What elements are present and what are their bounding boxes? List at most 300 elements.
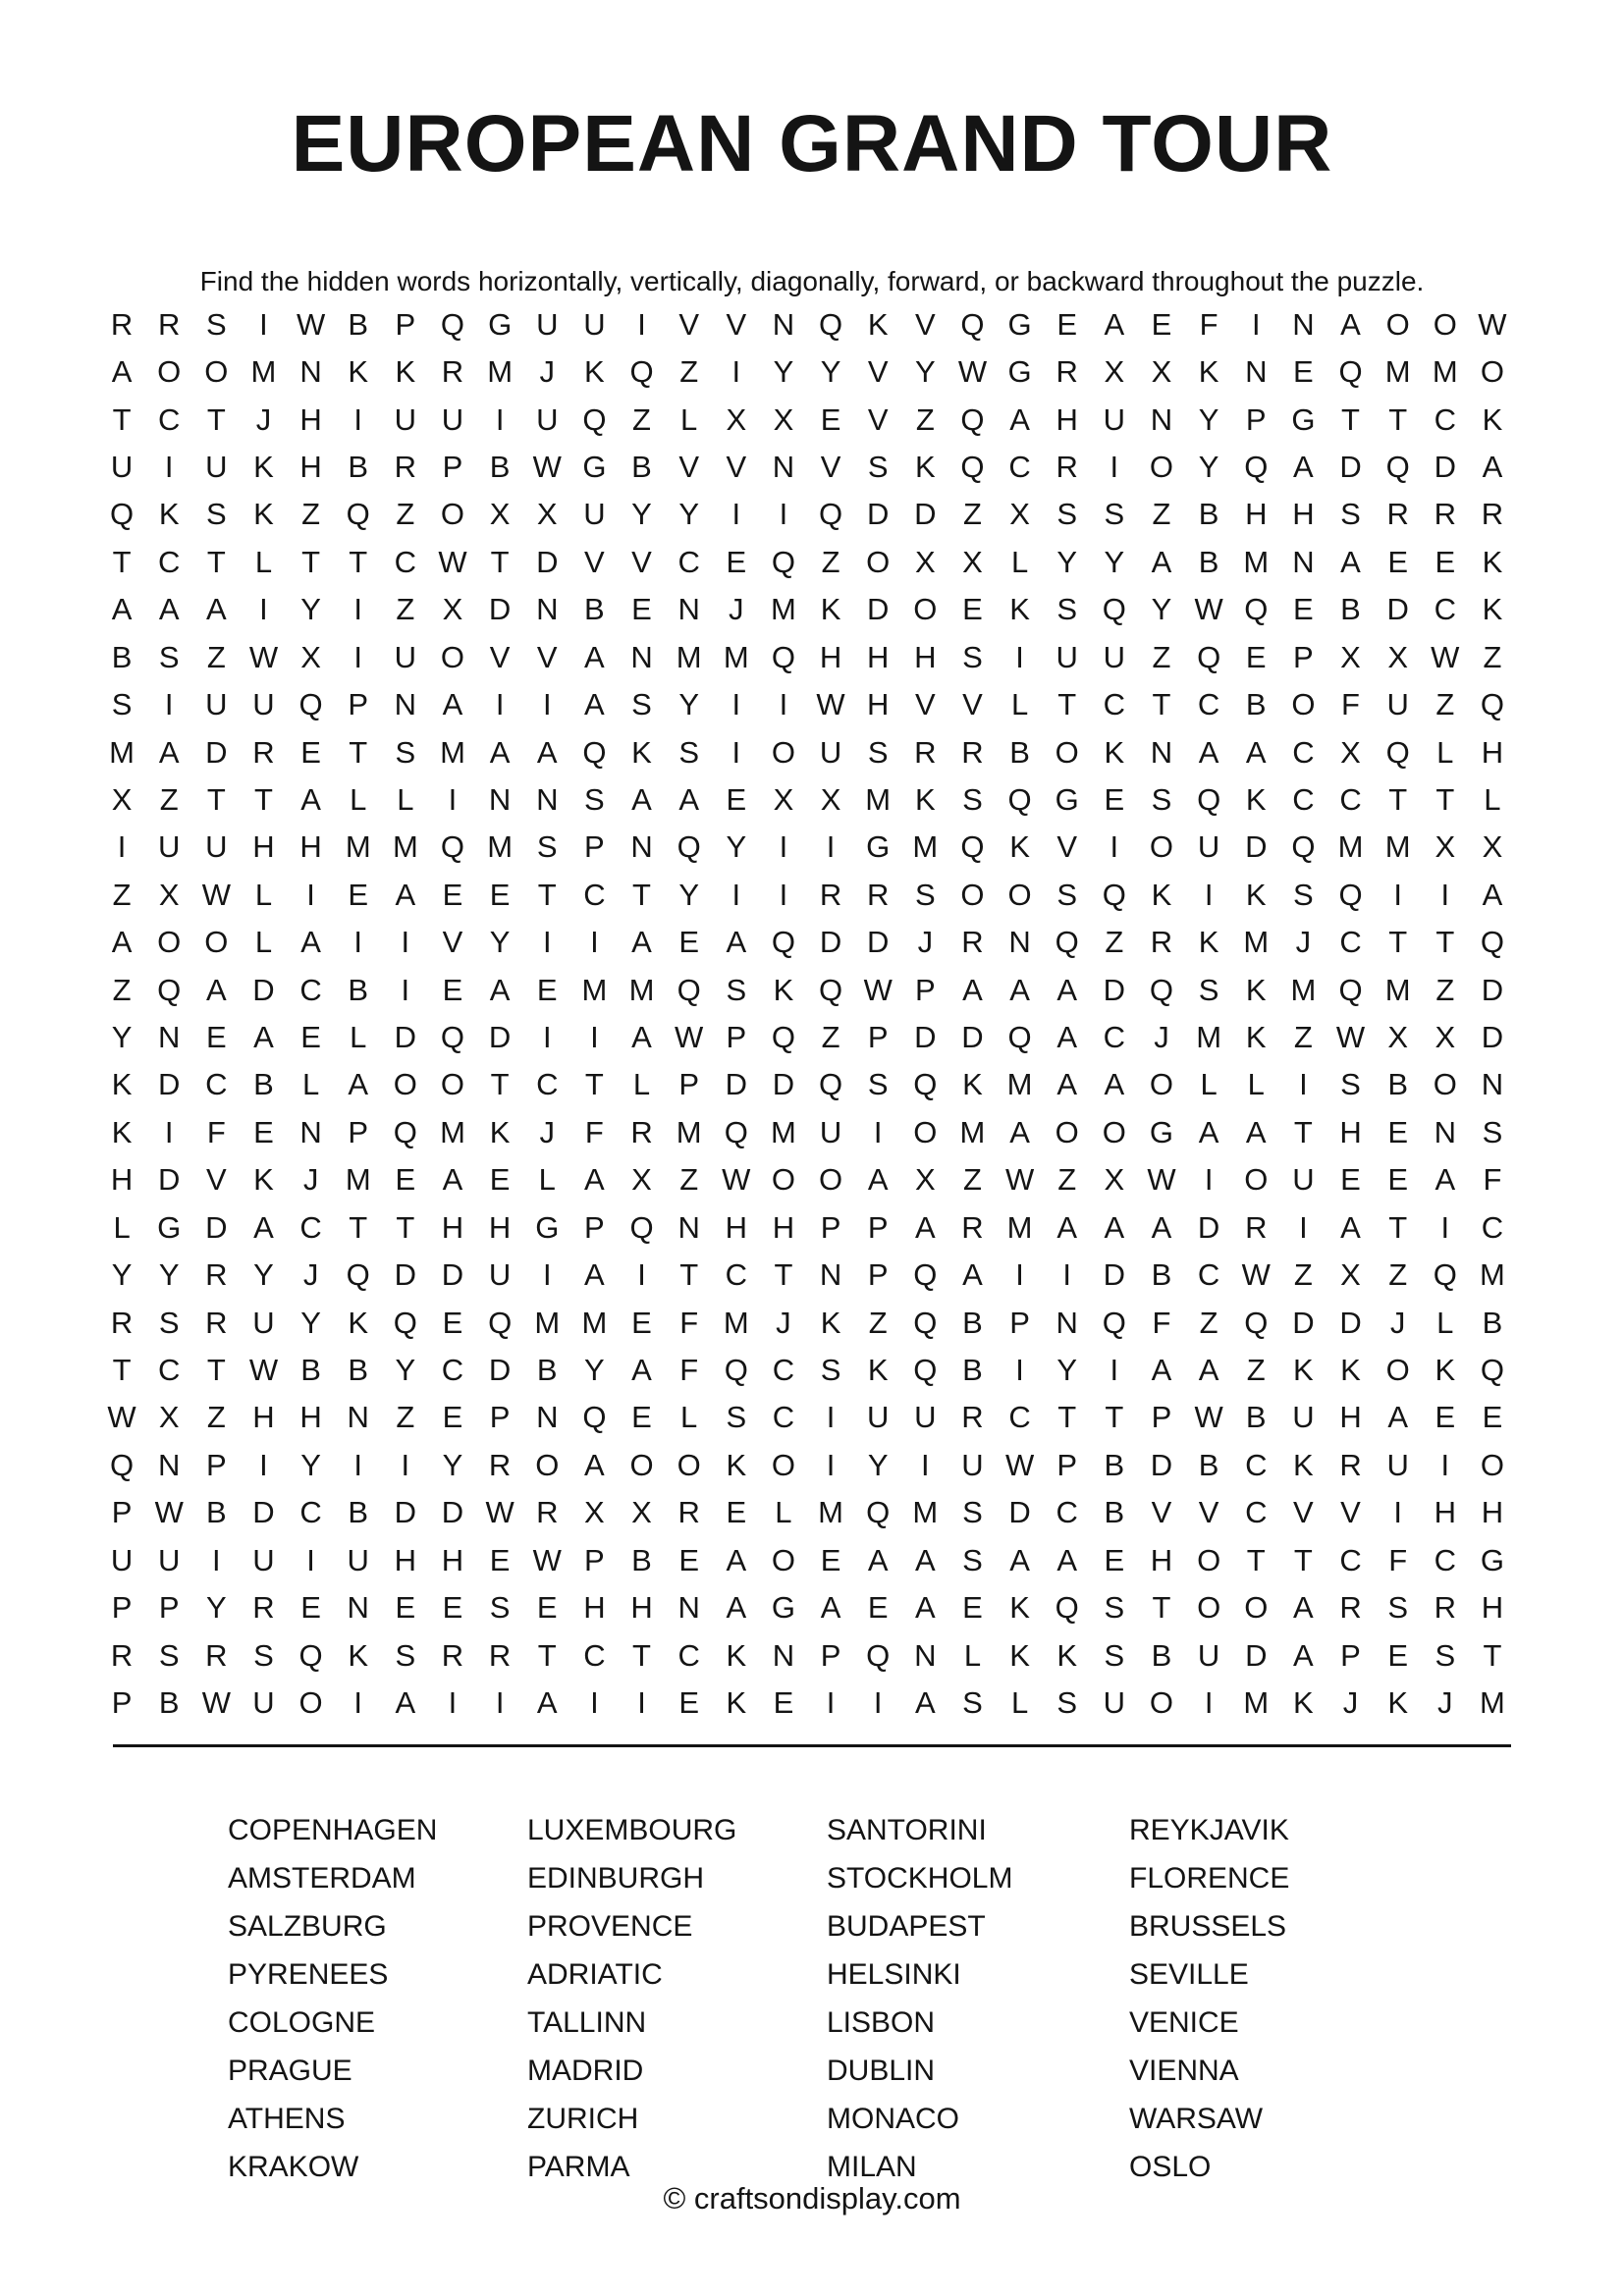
grid-cell-r15-c12: M [628,972,655,1007]
grid-cell-r1-c15: N [772,306,795,342]
grid-cell-r21-c28: Z [1388,1257,1408,1293]
grid-cell-r8-c27: X [1340,639,1361,674]
grid-cell-r28-c29: R [1434,1590,1456,1626]
grid-cell-r14-c1: A [111,925,133,960]
grid-cell-r9-c7: N [394,687,417,722]
grid-cell-r2-c1: A [111,354,133,390]
grid-cell-r2-c29: M [1432,354,1458,390]
grid-cell-r22-c26: D [1292,1305,1315,1340]
grid-cell-r17-c24: L [1200,1067,1218,1102]
grid-cell-r15-c20: A [1009,972,1030,1007]
grid-cell-r1-c17: K [867,306,889,342]
grid-cell-r23-c2: C [158,1352,181,1387]
grid-cell-r9-c10: I [542,687,552,722]
grid-cell-r28-c8: E [442,1590,463,1626]
grid-cell-r5-c8: O [440,497,465,532]
grid-cell-r28-c4: R [252,1590,275,1626]
grid-cell-r13-c27: Q [1338,877,1363,912]
grid-cell-r4-c27: D [1339,449,1362,484]
grid-cell-r7-c29: C [1434,592,1456,627]
grid-cell-r16-c16: Z [821,1020,840,1055]
grid-cell-r21-c2: Y [158,1257,180,1293]
grid-cell-r25-c11: A [584,1447,605,1482]
grid-cell-r8-c21: U [1056,639,1078,674]
grid-cell-r20-c4: A [253,1209,274,1245]
grid-cell-r26-c27: V [1340,1495,1361,1530]
grid-cell-r27-c14: A [726,1542,747,1577]
grid-cell-r9-c9: I [495,687,505,722]
grid-cell-r16-c17: P [867,1020,889,1055]
grid-cell-r15-c30: D [1481,972,1504,1007]
grid-cell-r3-c21: H [1056,401,1078,437]
grid-cell-r6-c30: K [1482,544,1503,579]
grid-cell-r1-c26: N [1292,306,1315,342]
grid-cell-r1-c24: F [1199,306,1218,342]
grid-cell-r18-c7: Q [393,1114,417,1149]
grid-cell-r18-c24: A [1198,1114,1219,1149]
word-list [228,1806,1289,2191]
grid-cell-r19-c24: I [1204,1162,1214,1198]
grid-cell-r26-c21: C [1056,1495,1078,1530]
grid-cell-r15-c16: Q [819,972,843,1007]
grid-cell-r19-c16: O [819,1162,843,1198]
grid-cell-r29-c21: K [1056,1637,1078,1673]
grid-cell-r23-c5: B [300,1352,321,1387]
grid-cell-r7-c30: K [1482,592,1503,627]
grid-cell-r14-c20: N [1008,925,1031,960]
grid-cell-r19-c7: E [395,1162,416,1198]
grid-cell-r26-c20: D [1008,1495,1031,1530]
grid-cell-r8-c2: S [158,639,180,674]
grid-cell-r10-c21: O [1055,734,1079,770]
grid-cell-r9-c26: O [1291,687,1316,722]
grid-cell-r25-c22: B [1104,1447,1125,1482]
grid-cell-r19-c1: H [110,1162,134,1198]
grid-cell-r23-c3: T [206,1352,226,1387]
grid-cell-r17-c25: L [1247,1067,1265,1102]
grid-cell-r13-c17: R [867,877,890,912]
grid-cell-r30-c7: A [395,1684,416,1720]
grid-cell-r15-c14: S [726,972,747,1007]
grid-cell-r10-c13: S [678,734,699,770]
grid-cell-r5-c18: D [914,497,937,532]
grid-cell-r23-c27: K [1340,1352,1361,1387]
grid-cell-r30-c12: I [637,1684,646,1720]
grid-cell-r12-c15: I [779,829,788,865]
grid-cell-r4-c26: A [1293,449,1314,484]
grid-cell-r25-c26: K [1293,1447,1314,1482]
grid-cell-r30-c25: M [1243,1684,1270,1720]
grid-cell-r10-c23: N [1150,734,1173,770]
grid-cell-r20-c10: G [535,1209,560,1245]
grid-cell-r25-c15: O [771,1447,795,1482]
grid-cell-r29-c14: K [726,1637,747,1673]
grid-cell-r30-c9: I [495,1684,505,1720]
grid-cell-r5-c12: Y [631,497,652,532]
grid-cell-r13-c30: A [1482,877,1503,912]
grid-cell-r25-c13: O [677,1447,701,1482]
grid-cell-r3-c15: X [773,401,794,437]
grid-cell-r20-c30: C [1481,1209,1504,1245]
grid-cell-r10-c14: I [731,734,741,770]
grid-cell-r30-c1: P [111,1684,133,1720]
grid-cell-r5-c16: Q [819,497,843,532]
word-item: STOCKHOLM [827,1862,1013,1895]
grid-cell-r21-c15: T [774,1257,793,1293]
grid-cell-r5-c3: S [205,497,227,532]
grid-cell-r22-c24: Z [1199,1305,1218,1340]
grid-cell-r18-c11: F [584,1114,604,1149]
grid-cell-r12-c18: M [912,829,939,865]
grid-cell-r11-c30: L [1484,781,1501,817]
grid-cell-r17-c7: O [393,1067,417,1102]
grid-cell-r14-c19: R [961,925,984,960]
grid-cell-r9-c22: C [1103,687,1126,722]
grid-cell-r4-c22: I [1110,449,1119,484]
word-item: BUDAPEST [827,1910,986,1943]
grid-cell-r27-c28: F [1388,1542,1408,1577]
grid-cell-r18-c6: P [348,1114,369,1149]
grid-cell-r29-c28: E [1387,1637,1408,1673]
grid-cell-r27-c4: U [252,1542,275,1577]
grid-cell-r21-c26: Z [1293,1257,1313,1293]
grid-cell-r27-c16: E [820,1542,841,1577]
grid-cell-r27-c22: E [1104,1542,1125,1577]
grid-cell-r14-c25: M [1243,925,1270,960]
grid-cell-r7-c4: I [259,592,268,627]
grid-cell-r9-c16: W [816,687,845,722]
grid-cell-r4-c8: P [442,449,463,484]
grid-cell-r9-c20: L [1010,687,1029,722]
grid-cell-r27-c30: G [1480,1542,1504,1577]
grid-cell-r16-c22: C [1103,1020,1126,1055]
grid-cell-r7-c2: A [158,592,180,627]
grid-cell-r7-c17: D [867,592,890,627]
word-item: PARMA [527,2151,630,2183]
grid-cell-r6-c8: W [438,544,467,579]
grid-cell-r28-c11: H [583,1590,606,1626]
grid-cell-r13-c29: I [1440,877,1450,912]
grid-cell-r27-c7: H [394,1542,417,1577]
grid-cell-r29-c29: S [1435,1637,1456,1673]
grid-cell-r7-c22: Q [1102,592,1126,627]
grid-cell-r8-c12: N [630,639,653,674]
grid-cell-r16-c23: J [1154,1020,1169,1055]
grid-cell-r11-c26: C [1292,781,1315,817]
grid-cell-r3-c20: A [1009,401,1030,437]
grid-cell-r11-c6: L [350,781,367,817]
grid-cell-r29-c11: C [583,1637,606,1673]
grid-cell-r15-c18: P [914,972,936,1007]
grid-cell-r17-c15: D [772,1067,795,1102]
grid-cell-r1-c8: Q [440,306,465,342]
grid-cell-r2-c11: K [584,354,605,390]
grid-cell-r7-c13: N [677,592,700,627]
grid-cell-r8-c28: X [1387,639,1408,674]
grid-cell-r11-c24: Q [1197,781,1221,817]
grid-cell-r17-c8: O [440,1067,465,1102]
grid-cell-r30-c16: I [826,1684,836,1720]
word-item: TALLINN [527,2006,647,2039]
grid-cell-r2-c2: O [157,354,182,390]
grid-cell-r4-c28: Q [1385,449,1410,484]
grid-cell-r13-c20: O [1007,877,1032,912]
grid-cell-r16-c4: A [253,1020,274,1055]
grid-cell-r20-c9: H [488,1209,512,1245]
grid-cell-r18-c25: A [1245,1114,1267,1149]
grid-cell-r19-c8: A [442,1162,463,1198]
grid-cell-r30-c20: L [1010,1684,1029,1720]
grid-cell-r12-c29: X [1435,829,1456,865]
grid-cell-r25-c24: B [1198,1447,1219,1482]
grid-cell-r30-c21: S [1056,1684,1078,1720]
grid-cell-r23-c23: A [1151,1352,1172,1387]
grid-cell-r4-c14: V [726,449,747,484]
grid-cell-r2-c18: Y [914,354,936,390]
grid-cell-r15-c11: M [581,972,608,1007]
word-item: EDINBURGH [527,1862,705,1895]
grid-cell-r18-c23: G [1149,1114,1174,1149]
grid-cell-r9-c29: Z [1435,687,1455,722]
grid-cell-r12-c11: P [584,829,605,865]
grid-cell-r12-c23: O [1149,829,1174,865]
grid-cell-r12-c25: D [1245,829,1268,865]
grid-cell-r17-c6: A [348,1067,369,1102]
grid-cell-r21-c25: W [1241,1257,1271,1293]
grid-cell-r22-c15: J [776,1305,791,1340]
grid-cell-r23-c1: T [112,1352,132,1387]
grid-cell-r3-c18: Z [915,401,935,437]
grid-cell-r17-c11: T [584,1067,604,1102]
grid-cell-r3-c10: U [536,401,559,437]
grid-cell-r4-c6: B [348,449,369,484]
grid-cell-r27-c26: T [1293,1542,1313,1577]
grid-cell-r13-c7: A [395,877,416,912]
grid-cell-r1-c13: V [678,306,699,342]
grid-cell-r5-c26: H [1292,497,1315,532]
grid-cell-r26-c13: R [677,1495,700,1530]
grid-cell-r18-c3: F [206,1114,226,1149]
grid-cell-r16-c11: I [590,1020,599,1055]
grid-cell-r8-c4: W [248,639,279,674]
grid-cell-r14-c27: C [1339,925,1362,960]
grid-cell-r30-c18: A [914,1684,936,1720]
grid-cell-r28-c14: A [726,1590,747,1626]
grid-cell-r30-c6: I [353,1684,363,1720]
grid-cell-r15-c6: B [348,972,369,1007]
grid-cell-r5-c17: D [867,497,890,532]
grid-cell-r1-c5: W [296,306,326,342]
grid-cell-r6-c16: Z [821,544,840,579]
grid-cell-r3-c25: P [1245,401,1267,437]
grid-cell-r8-c10: V [536,639,558,674]
instruction-text: Find the hidden words horizontally, vertically, diagonally, forward, or backward throughout the puzzle. [199,266,1425,296]
grid-cell-r28-c24: O [1197,1590,1221,1626]
grid-cell-r15-c17: W [863,972,893,1007]
grid-cell-r28-c27: R [1339,1590,1362,1626]
grid-cell-r16-c25: K [1245,1020,1267,1055]
grid-cell-r13-c5: I [306,877,315,912]
grid-cell-r12-c17: G [866,829,891,865]
grid-cell-r12-c3: U [205,829,228,865]
grid-cell-r26-c25: C [1245,1495,1268,1530]
grid-cell-r19-c6: M [345,1162,371,1198]
grid-cell-r23-c6: B [348,1352,369,1387]
grid-cell-r3-c17: V [867,401,889,437]
grid-cell-r3-c14: X [726,401,747,437]
grid-cell-r18-c17: I [873,1114,883,1149]
grid-cell-r1-c19: Q [960,306,985,342]
grid-cell-r6-c13: C [677,544,700,579]
grid-cell-r3-c9: I [495,401,505,437]
grid-cell-r28-c17: E [867,1590,889,1626]
grid-cell-r16-c20: Q [1007,1020,1032,1055]
grid-cell-r10-c25: A [1245,734,1267,770]
grid-cell-r4-c25: Q [1244,449,1269,484]
grid-cell-r30-c19: S [962,1684,983,1720]
grid-cell-r25-c9: R [488,1447,512,1482]
grid-cell-r13-c23: K [1151,877,1172,912]
grid-cell-r15-c7: I [401,972,410,1007]
grid-cell-r4-c7: R [394,449,417,484]
grid-cell-r26-c2: W [154,1495,184,1530]
grid-cell-r21-c13: T [679,1257,699,1293]
grid-cell-r11-c16: X [820,781,841,817]
grid-cell-r3-c11: Q [582,401,607,437]
grid-cell-r23-c25: Z [1246,1352,1266,1387]
grid-cell-r12-c28: M [1384,829,1411,865]
grid-cell-r17-c9: T [490,1067,510,1102]
grid-cell-r15-c4: D [252,972,275,1007]
grid-cell-r22-c8: E [442,1305,463,1340]
grid-cell-r16-c14: P [726,1020,747,1055]
grid-cell-r21-c10: I [542,1257,552,1293]
grid-cell-r25-c2: N [158,1447,181,1482]
grid-cell-r1-c12: I [637,306,646,342]
grid-cell-r17-c10: C [536,1067,559,1102]
grid-cell-r20-c24: D [1197,1209,1220,1245]
word-list-column-1 [228,1806,527,2191]
grid-cell-r17-c12: L [632,1067,651,1102]
grid-cell-r12-c24: U [1197,829,1220,865]
grid-cell-r11-c4: T [253,781,273,817]
grid-cell-r20-c17: P [867,1209,889,1245]
grid-cell-r24-c15: C [772,1400,795,1435]
grid-cell-r14-c13: E [678,925,699,960]
grid-cell-r15-c27: Q [1338,972,1363,1007]
grid-cell-r14-c26: J [1295,925,1312,960]
grid-cell-r10-c2: A [158,734,180,770]
grid-cell-r2-c5: N [299,354,322,390]
grid-cell-r3-c23: N [1150,401,1173,437]
grid-cell-r14-c9: Y [489,925,511,960]
grid-cell-r9-c11: A [584,687,605,722]
grid-cell-r23-c17: K [867,1352,889,1387]
grid-cell-r10-c5: E [300,734,321,770]
word-item: FLORENCE [1129,1862,1290,1895]
grid-cell-r10-c9: A [489,734,511,770]
grid-cell-r22-c30: B [1482,1305,1503,1340]
grid-cell-r22-c11: M [581,1305,608,1340]
grid-cell-r1-c25: I [1251,306,1261,342]
grid-cell-r15-c23: Q [1149,972,1174,1007]
grid-cell-r27-c3: I [212,1542,221,1577]
grid-cell-r5-c10: X [536,497,558,532]
grid-cell-r15-c29: Z [1435,972,1455,1007]
grid-cell-r27-c29: C [1434,1542,1456,1577]
grid-cell-r26-c11: X [584,1495,605,1530]
grid-cell-r14-c7: I [401,925,410,960]
grid-cell-r24-c16: I [826,1400,836,1435]
grid-cell-r20-c14: H [725,1209,747,1245]
word-item: VIENNA [1129,2055,1239,2087]
grid-cell-r22-c16: K [820,1305,841,1340]
grid-cell-r26-c26: V [1293,1495,1314,1530]
grid-cell-r7-c11: B [584,592,605,627]
grid-cell-r9-c5: Q [298,687,323,722]
grid-cell-r12-c12: N [630,829,653,865]
grid-cell-r30-c27: J [1342,1684,1359,1720]
grid-cell-r19-c5: J [302,1162,319,1198]
grid-cell-r7-c18: O [913,592,938,627]
grid-cell-r26-c24: V [1198,1495,1219,1530]
grid-cell-r18-c12: R [630,1114,653,1149]
grid-cell-r9-c21: T [1057,687,1077,722]
grid-cell-r21-c4: Y [253,1257,274,1293]
grid-cell-r9-c2: I [164,687,174,722]
grid-cell-r22-c28: J [1389,1305,1406,1340]
word-item: AMSTERDAM [228,1862,416,1895]
grid-cell-r6-c27: A [1340,544,1361,579]
grid-cell-r2-c4: M [250,354,277,390]
word-item: SANTORINI [827,1814,987,1846]
grid-cell-r11-c15: X [773,781,794,817]
grid-cell-r5-c27: S [1340,497,1361,532]
grid-cell-r13-c3: W [201,877,231,912]
grid-cell-r29-c12: T [632,1637,651,1673]
grid-cell-r17-c5: L [301,1067,320,1102]
grid-cell-r30-c14: K [726,1684,747,1720]
grid-cell-r26-c5: C [299,1495,322,1530]
grid-cell-r28-c26: A [1293,1590,1314,1626]
grid-cell-r25-c12: O [629,1447,654,1482]
grid-cell-r24-c4: H [252,1400,275,1435]
grid-cell-r9-c14: I [731,687,741,722]
word-item: SALZBURG [228,1910,387,1943]
grid-cell-r7-c25: Q [1244,592,1269,627]
grid-cell-r12-c21: V [1056,829,1078,865]
grid-cell-r21-c18: Q [913,1257,938,1293]
word-list-column-2 [527,1806,827,2191]
grid-cell-r17-c18: Q [913,1067,938,1102]
grid-cell-r29-c5: Q [298,1637,323,1673]
grid-cell-r21-c5: J [302,1257,319,1293]
grid-cell-r5-c5: Z [301,497,321,532]
grid-cell-r11-c25: K [1245,781,1267,817]
grid-cell-r9-c6: P [348,687,369,722]
grid-cell-r6-c10: D [536,544,559,579]
grid-cell-r18-c16: U [819,1114,842,1149]
grid-cell-r5-c4: K [253,497,274,532]
grid-cell-r12-c30: X [1482,829,1503,865]
grid-cell-r27-c24: O [1197,1542,1221,1577]
grid-cell-r1-c22: A [1104,306,1125,342]
grid-cell-r8-c17: H [867,639,890,674]
grid-cell-r25-c23: D [1150,1447,1173,1482]
grid-cell-r28-c2: P [158,1590,180,1626]
grid-cell-r18-c27: H [1339,1114,1362,1149]
grid-cell-r17-c1: K [111,1067,133,1102]
